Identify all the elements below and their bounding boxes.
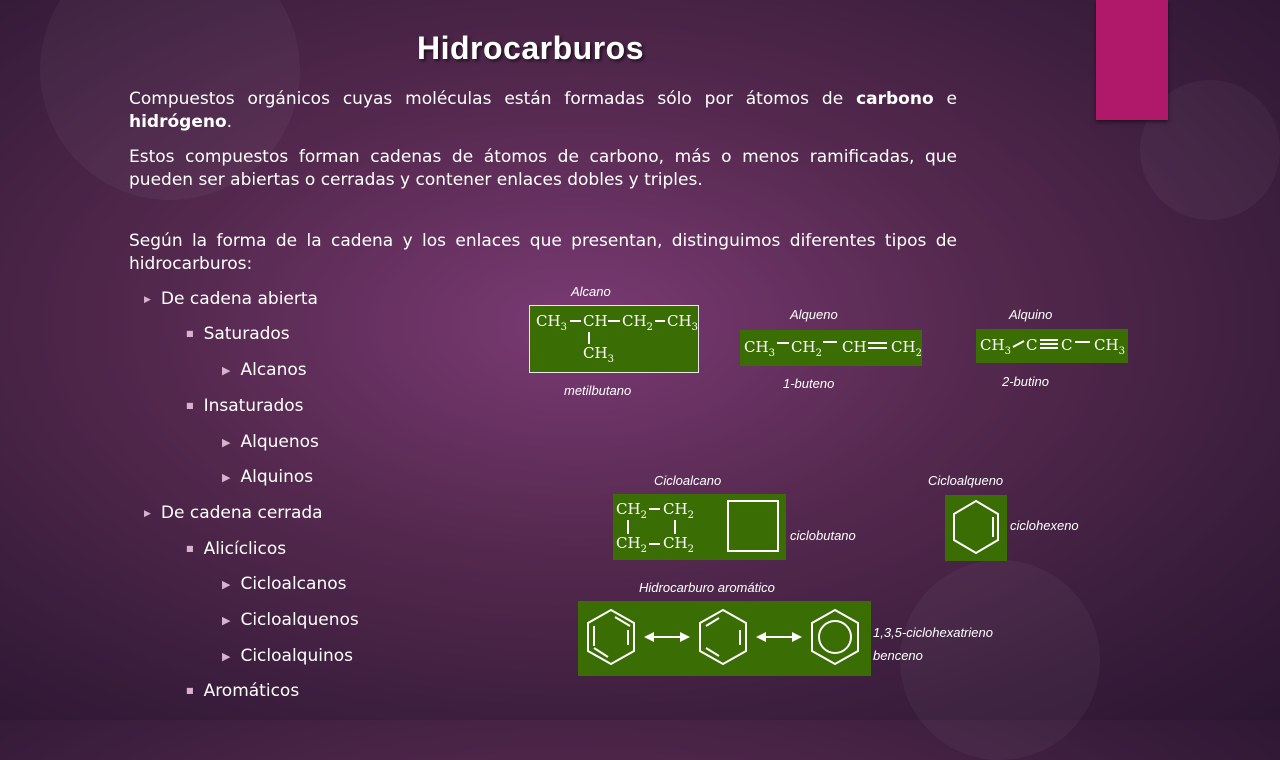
triangle-bullet-icon: ▶ bbox=[144, 509, 151, 519]
cicloalcano-caption: ciclobutano bbox=[790, 528, 856, 543]
list-item: ▶ Cicloalcanos bbox=[222, 574, 347, 594]
butino-structure: $CH_3$ C C $CH_3$ bbox=[976, 329, 1128, 363]
arrow-bullet-icon: ▶ bbox=[222, 364, 231, 377]
alcano-caption: metilbutano bbox=[564, 383, 632, 398]
types-paragraph: Según la forma de la cadena y los enlaces que presentan, distinguimos diferentes tipos de hidrocarburos: bbox=[129, 231, 957, 274]
list-item: ▶ Alquinos bbox=[222, 467, 314, 487]
triangle-bullet-icon: ▶ bbox=[144, 295, 151, 305]
aromatico-caption-name: benceno bbox=[873, 648, 923, 663]
list-item: ▶ Cicloalquenos bbox=[222, 610, 359, 630]
intro-paragraph: Compuestos orgánicos cuyas moléculas están formadas sólo por átomos de carbono e hidrógeno. bbox=[129, 89, 957, 132]
arrow-bullet-icon: ▶ bbox=[222, 436, 231, 449]
background-bokeh bbox=[900, 560, 1100, 760]
alquino-heading: Alquino bbox=[1009, 307, 1053, 322]
arrow-bullet-icon: ▶ bbox=[222, 471, 231, 484]
list-item: ■ Saturados bbox=[186, 324, 290, 344]
bond-lines bbox=[613, 494, 786, 560]
cicloalcano-heading: Cicloalcano bbox=[654, 473, 722, 488]
arrow-bullet-icon: ▶ bbox=[222, 650, 231, 663]
hexene-ring-icon bbox=[945, 495, 1007, 561]
list-item: ■ Alicíclicos bbox=[186, 539, 287, 559]
ciclobutano-structure: $CH_2$ $CH_2$ $CH_2$ $CH_2$ bbox=[613, 494, 786, 560]
cicloalqueno-heading: Cicloalqueno bbox=[928, 473, 1004, 488]
alcano-heading: Alcano bbox=[571, 284, 611, 299]
arrow-bullet-icon: ▶ bbox=[222, 578, 231, 591]
list-item: ▶ Cicloalquinos bbox=[222, 646, 353, 666]
benceno-structure bbox=[578, 601, 871, 676]
list-item: ■ Aromáticos bbox=[186, 681, 300, 701]
square-bullet-icon: ■ bbox=[186, 401, 194, 410]
list-item: ▶ Alcanos bbox=[222, 360, 307, 380]
aromatico-heading: Hidrocarburo aromático bbox=[639, 580, 775, 595]
list-item: ■ Insaturados bbox=[186, 396, 304, 416]
ciclohexeno-structure bbox=[945, 495, 1007, 561]
slide-title: Hidrocarburos bbox=[417, 30, 644, 66]
alquino-caption: 2-butino bbox=[1002, 374, 1049, 389]
bond-lines bbox=[530, 306, 698, 372]
aromatico-caption-iupac: 1,3,5-ciclohexatrieno bbox=[873, 625, 993, 640]
benzene-resonance-icon bbox=[578, 601, 871, 676]
list-item: ▶ Alquenos bbox=[222, 432, 319, 452]
accent-bar bbox=[1096, 0, 1168, 120]
alqueno-caption: 1-buteno bbox=[783, 376, 835, 391]
metilbutano-structure: $CH_3$ CH $CH_2$ $CH_3$ $CH_3$ bbox=[529, 305, 699, 373]
bond-lines bbox=[976, 329, 1128, 363]
list-item: ▶ De cadena cerrada bbox=[144, 503, 323, 523]
square-bullet-icon: ■ bbox=[186, 686, 194, 695]
chains-paragraph: Estos compuestos forman cadenas de átomos de carbono, más o menos ramificadas, que pueden ser abiertas o cerradas y contener enlaces dobles y triples. bbox=[129, 147, 957, 190]
buteno-structure: $CH_3$ $CH_2$ CH $CH_2$ bbox=[740, 330, 922, 366]
cicloalqueno-caption: ciclohexeno bbox=[1010, 518, 1079, 533]
bond-lines bbox=[740, 330, 922, 366]
square-bullet-icon: ■ bbox=[186, 544, 194, 553]
list-item: ▶ De cadena abierta bbox=[144, 289, 318, 309]
arrow-bullet-icon: ▶ bbox=[222, 614, 231, 627]
square-bullet-icon: ■ bbox=[186, 329, 194, 338]
alqueno-heading: Alqueno bbox=[790, 307, 838, 322]
